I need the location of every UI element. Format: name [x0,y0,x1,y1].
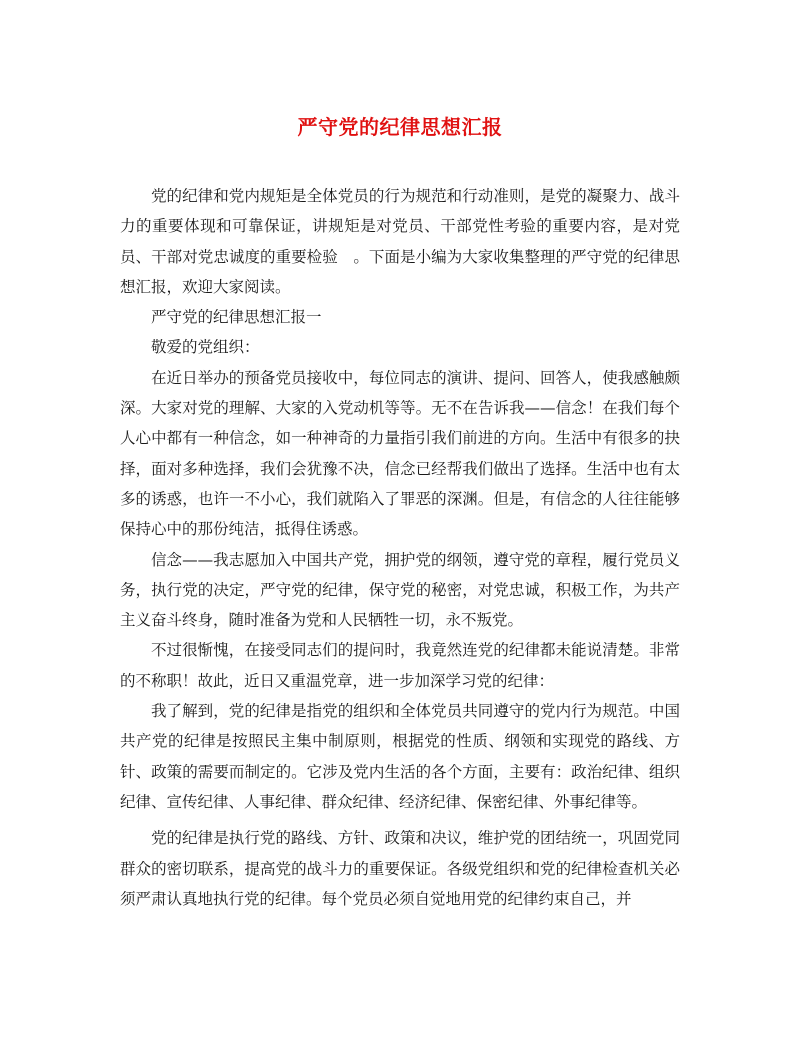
paragraph-section-heading: 严守党的纪律思想汇报一 [151,308,322,327]
paragraph-oath: 信念——我志愿加入中国共产党，拥护党的纲领，遵守党的章程，履行党员义务，执行党的决定，严守党的纪律，保守党的秘密，对党忠诚，积极工作，为共产主义奋斗终身，随时准备为党和人民牺牲一切，永不叛党。 [120,550,680,630]
document-title: 严守党的纪律思想汇报 [297,115,503,139]
paragraph-discipline-definition: 我了解到，党的纪律是指党的组织和全体党员共同遵守的党内行为规范。中国共产党的纪律是按照民主集中制原则，根据党的性质、纲领和实现党的路线、方针、政策的需要而制定的。它涉及党内生活的各个方面，主要有：政治纪律、组织纪律、宣传纪律、人事纪律、群众纪律、经济纪律、保密纪律、外事纪律等。 [120,702,680,811]
paragraph-reflection: 不过很惭愧，在接受同志们的提问时，我竟然连党的纪律都未能说清楚。非常的不称职！故此，近日又重温党章，进一步加深学习党的纪律： [120,641,680,690]
paragraph-belief: 在近日举办的预备党员接收中，每位同志的演讲、提问、回答人，使我感触颇深。大家对党的理解、大家的入党动机等等。无不在告诉我——信念！在我们每个人心中都有一种信念，如一种神奇的力量指引我们前进的方向。生活中有很多的抉择，面对多种选择，我们会犹豫不决，信念已经帮我们做出了选择。生活中也有太多的诱惑，也许一不小心，我们就陷入了罪恶的深渊。但是，有信念的人往往能够保持心中的那份纯洁，抵得住诱惑。 [120,368,680,539]
paragraph-discipline-importance: 党的纪律是执行党的路线、方针、政策和决议，维护党的团结统一，巩固党同群众的密切联系，提高党的战斗力的重要保证。各级党组织和党的纪律检查机关必须严肃认真地执行党的纪律。每个党员必须自觉地用党的纪律约束自己，并 [120,829,680,908]
paragraph-salutation: 敬爱的党组织： [151,338,260,357]
document-body [120,181,680,914]
paragraph-intro: 党的纪律和党内规矩是全体党员的行为规范和行动准则，是党的凝聚力、战斗力的重要体现和可靠保证，讲规矩是对党员、干部党性考验的重要内容，是对党员、干部对党忠诚度的重要检验 。下面是小编为大家收集整理的严守党的纪律思想汇报，欢迎大家阅读。 [120,187,680,296]
